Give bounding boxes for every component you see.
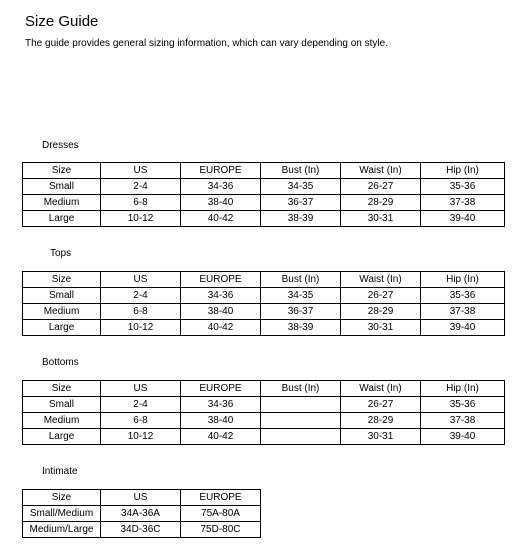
header-cell: US [101, 272, 181, 288]
table-cell: 6-8 [101, 195, 181, 211]
table-cell: 2-4 [101, 288, 181, 304]
header-cell: EUROPE [181, 490, 261, 506]
table-cell: 30-31 [341, 429, 421, 445]
table-cell: 2-4 [101, 397, 181, 413]
table-cell: Medium [23, 413, 101, 429]
header-cell: Waist (In) [341, 163, 421, 179]
table-header-row [23, 490, 261, 506]
table-row [23, 179, 505, 195]
table-cell: 38-39 [261, 211, 341, 227]
header-cell: Hip (In) [421, 272, 505, 288]
table-cell [261, 413, 341, 429]
table-cell: 35-36 [421, 397, 505, 413]
table-cell: Large [23, 320, 101, 336]
table-cell: 40-42 [181, 320, 261, 336]
header-cell: Size [23, 272, 101, 288]
table-cell: 37-38 [421, 195, 505, 211]
table-cell: Small [23, 397, 101, 413]
table-cell: Large [23, 429, 101, 445]
table-cell: Medium [23, 195, 101, 211]
header-cell: Hip (In) [421, 163, 505, 179]
table-cell [261, 397, 341, 413]
table-cell: 28-29 [341, 195, 421, 211]
page-title: Size Guide [25, 13, 99, 30]
header-cell: Waist (In) [341, 381, 421, 397]
table-row [23, 397, 505, 413]
table-cell: 34-36 [181, 397, 261, 413]
table-cell: Medium/Large [23, 522, 101, 538]
section-label-tops: Tops [50, 248, 72, 259]
table-row [23, 211, 505, 227]
table-cell: 30-31 [341, 211, 421, 227]
table-cell: 34-36 [181, 288, 261, 304]
table-cell: Medium [23, 304, 101, 320]
table-cell: 34A-36A [101, 506, 181, 522]
table-row [23, 195, 505, 211]
table-cell: 40-42 [181, 211, 261, 227]
table-cell: 10-12 [101, 429, 181, 445]
table-cell: 37-38 [421, 413, 505, 429]
table-cell: 34-35 [261, 179, 341, 195]
header-cell: EUROPE [181, 381, 261, 397]
header-cell: EUROPE [181, 163, 261, 179]
table-cell: 39-40 [421, 429, 505, 445]
dresses-size-table [22, 162, 505, 227]
table-cell: 40-42 [181, 429, 261, 445]
table-row [23, 522, 261, 538]
intimate-size-table [22, 489, 261, 538]
tops-size-table [22, 271, 505, 336]
header-cell: Waist (In) [341, 272, 421, 288]
table-cell: Small [23, 179, 101, 195]
table-cell: 37-38 [421, 304, 505, 320]
table-cell [261, 429, 341, 445]
table-cell: 10-12 [101, 211, 181, 227]
header-cell: Bust (In) [261, 381, 341, 397]
header-cell: Hip (In) [421, 381, 505, 397]
table-cell: 28-29 [341, 304, 421, 320]
table-row [23, 429, 505, 445]
bottoms-size-table [22, 380, 505, 445]
table-cell: 6-8 [101, 413, 181, 429]
table-cell: 38-40 [181, 304, 261, 320]
table-cell: Small [23, 288, 101, 304]
table-cell: Large [23, 211, 101, 227]
table-row [23, 320, 505, 336]
table-cell: 38-40 [181, 195, 261, 211]
table-cell: 34D-36C [101, 522, 181, 538]
table-row [23, 506, 261, 522]
header-cell: Bust (In) [261, 272, 341, 288]
table-cell: 6-8 [101, 304, 181, 320]
header-cell: US [101, 381, 181, 397]
table-cell: 39-40 [421, 211, 505, 227]
section-label-intimate: Intimate [42, 466, 78, 477]
table-cell: 75A-80A [181, 506, 261, 522]
header-cell: Size [23, 490, 101, 506]
table-header-row [23, 163, 505, 179]
table-header-row [23, 381, 505, 397]
table-cell: 38-39 [261, 320, 341, 336]
table-cell: 28-29 [341, 413, 421, 429]
table-cell: 26-27 [341, 397, 421, 413]
table-cell: 36-37 [261, 304, 341, 320]
header-cell: Size [23, 163, 101, 179]
table-cell: 30-31 [341, 320, 421, 336]
table-cell: 2-4 [101, 179, 181, 195]
table-cell: 35-36 [421, 179, 505, 195]
table-row [23, 304, 505, 320]
table-cell: 36-37 [261, 195, 341, 211]
table-cell: 39-40 [421, 320, 505, 336]
header-cell: US [101, 490, 181, 506]
table-cell: 10-12 [101, 320, 181, 336]
table-cell: 38-40 [181, 413, 261, 429]
table-row [23, 413, 505, 429]
table-cell: 34-35 [261, 288, 341, 304]
table-header-row [23, 272, 505, 288]
table-cell: 34-36 [181, 179, 261, 195]
table-cell: 26-27 [341, 288, 421, 304]
section-label-bottoms: Bottoms [42, 357, 79, 368]
header-cell: US [101, 163, 181, 179]
table-cell: Small/Medium [23, 506, 101, 522]
header-cell: Bust (In) [261, 163, 341, 179]
table-cell: 35-36 [421, 288, 505, 304]
table-cell: 26-27 [341, 179, 421, 195]
page-subtitle: The guide provides general sizing information, which can vary depending on style. [25, 38, 388, 49]
table-row [23, 288, 505, 304]
header-cell: Size [23, 381, 101, 397]
header-cell: EUROPE [181, 272, 261, 288]
section-label-dresses: Dresses [42, 140, 79, 151]
table-cell: 75D-80C [181, 522, 261, 538]
